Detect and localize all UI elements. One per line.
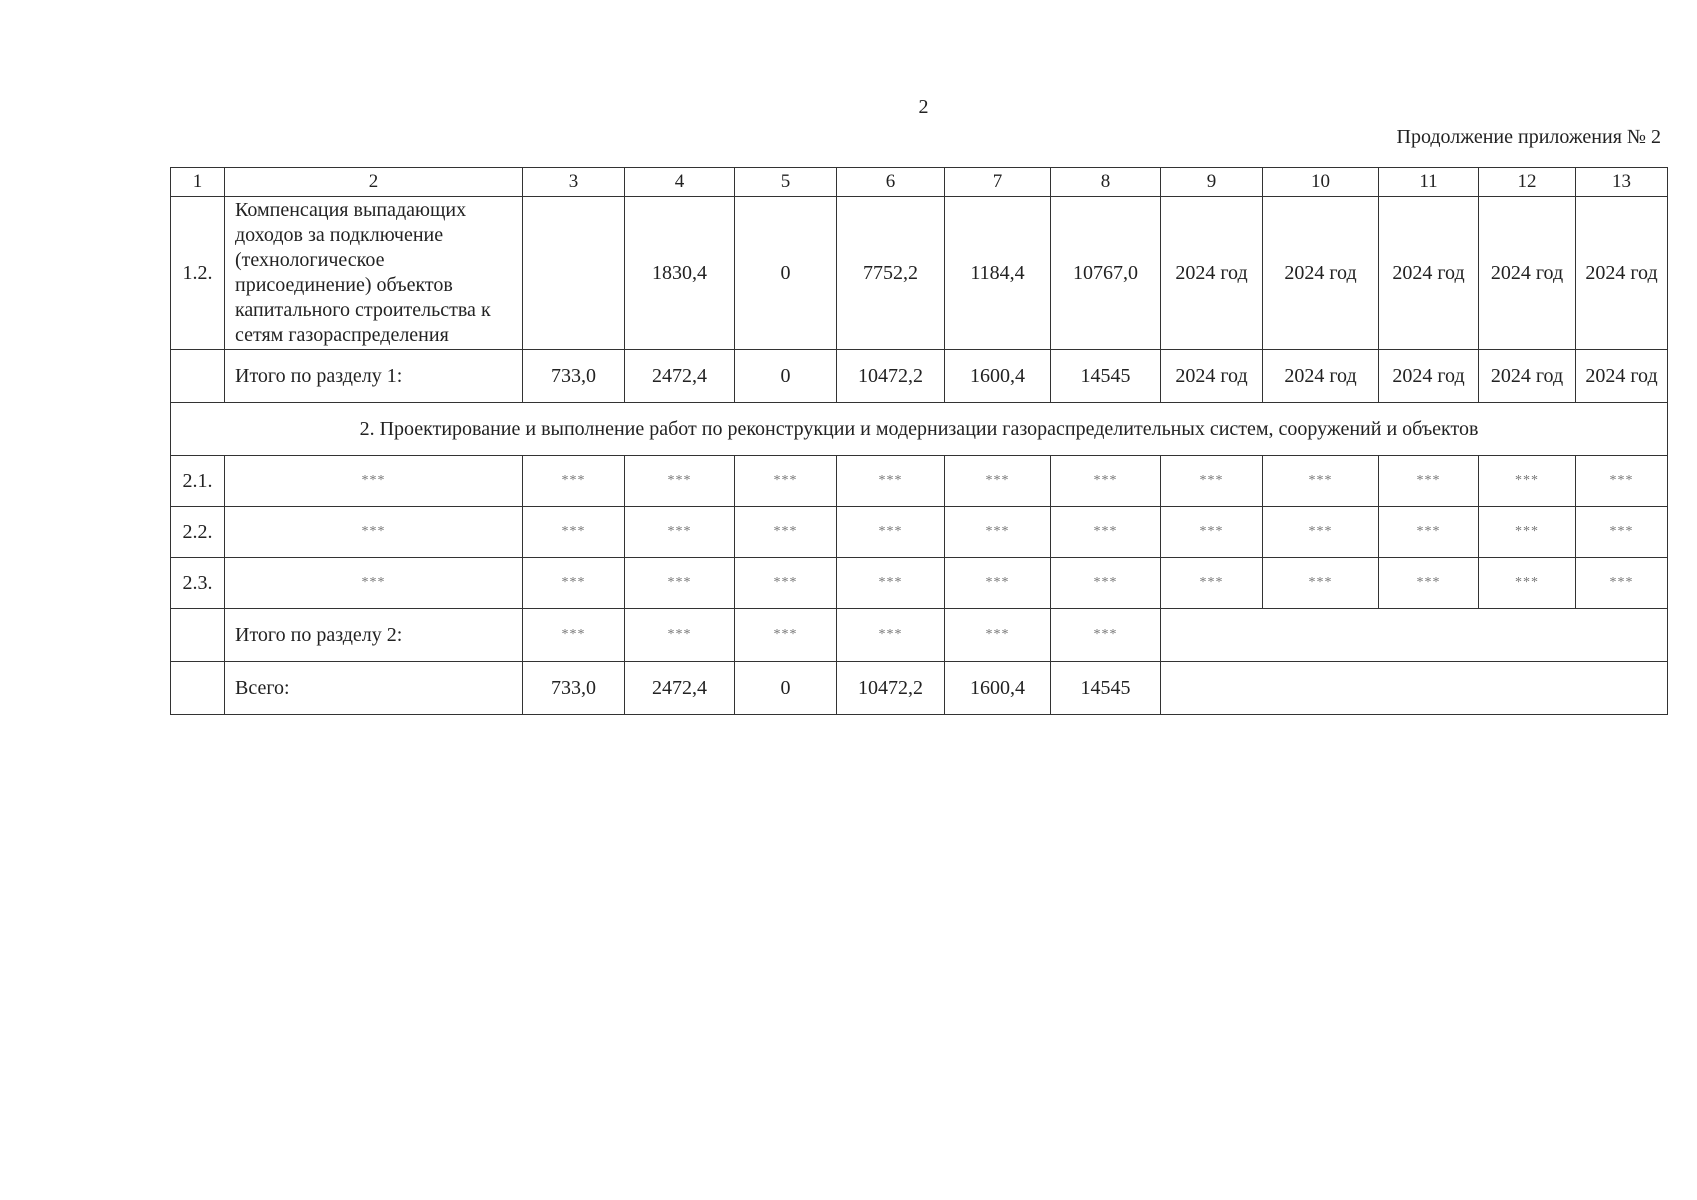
empty-cell xyxy=(1161,609,1668,662)
row-number: 2.3. xyxy=(171,558,225,609)
table-cell: 733,0 xyxy=(523,662,625,715)
table-cell: 14545 xyxy=(1051,662,1161,715)
table-cell: *** xyxy=(1161,507,1263,558)
table-cell: *** xyxy=(1479,558,1576,609)
table-cell: 1600,4 xyxy=(945,350,1051,403)
table-cell: 2472,4 xyxy=(625,350,735,403)
table-cell: *** xyxy=(735,558,837,609)
grand-total-row xyxy=(171,662,1668,715)
column-header: 1 xyxy=(171,168,225,197)
table-cell: 0 xyxy=(735,197,837,350)
table-cell: 10472,2 xyxy=(837,350,945,403)
table-cell: *** xyxy=(625,558,735,609)
column-header: 2 xyxy=(225,168,523,197)
table-row xyxy=(171,507,1668,558)
row-number xyxy=(171,609,225,662)
section-2-total-row xyxy=(171,609,1668,662)
column-header: 11 xyxy=(1379,168,1479,197)
table-cell: *** xyxy=(1161,558,1263,609)
table-cell: *** xyxy=(837,507,945,558)
table-cell: 14545 xyxy=(1051,350,1161,403)
table-cell: *** xyxy=(225,456,523,507)
column-header: 6 xyxy=(837,168,945,197)
table-cell: 733,0 xyxy=(523,350,625,403)
appendix-continuation-label: Продолжение приложения № 2 xyxy=(1396,126,1661,148)
table-cell: *** xyxy=(1051,558,1161,609)
table-cell: *** xyxy=(1051,609,1161,662)
column-header: 12 xyxy=(1479,168,1576,197)
table-cell: 2024 год xyxy=(1379,197,1479,350)
table-cell: *** xyxy=(945,456,1051,507)
table-cell: *** xyxy=(1576,558,1668,609)
table-cell xyxy=(523,197,625,350)
row-number xyxy=(171,662,225,715)
column-header: 9 xyxy=(1161,168,1263,197)
row-name: Итого по разделу 2: xyxy=(225,609,523,662)
table-cell: *** xyxy=(945,558,1051,609)
table-cell: 2024 год xyxy=(1263,197,1379,350)
table-cell: 1184,4 xyxy=(945,197,1051,350)
table-cell: *** xyxy=(625,609,735,662)
table-cell: 2024 год xyxy=(1576,197,1668,350)
table-cell: *** xyxy=(1379,456,1479,507)
table-row xyxy=(171,558,1668,609)
table-cell: *** xyxy=(1479,456,1576,507)
table-cell: 1830,4 xyxy=(625,197,735,350)
table-cell: *** xyxy=(1576,456,1668,507)
table-cell: *** xyxy=(523,507,625,558)
table-cell: *** xyxy=(837,456,945,507)
row-number: 1.2. xyxy=(171,197,225,350)
table-cell: 2024 год xyxy=(1161,197,1263,350)
row-number: 2.2. xyxy=(171,507,225,558)
empty-cell xyxy=(1161,662,1668,715)
row-number xyxy=(171,350,225,403)
table-cell: *** xyxy=(735,456,837,507)
table-cell: *** xyxy=(625,456,735,507)
table-cell: 10472,2 xyxy=(837,662,945,715)
table-cell: 2024 год xyxy=(1479,350,1576,403)
table-cell: *** xyxy=(1576,507,1668,558)
table-cell: *** xyxy=(523,609,625,662)
table-cell: 7752,2 xyxy=(837,197,945,350)
row-number: 2.1. xyxy=(171,456,225,507)
table-cell: *** xyxy=(1263,507,1379,558)
table-row xyxy=(171,456,1668,507)
table-cell: 0 xyxy=(735,350,837,403)
column-header: 3 xyxy=(523,168,625,197)
table-cell: *** xyxy=(1161,456,1263,507)
table-cell: 2024 год xyxy=(1479,197,1576,350)
table-cell: *** xyxy=(225,558,523,609)
section-title: 2. Проектирование и выполнение работ по реконструкции и модернизации газораспределительных систем, сооружений и объектов xyxy=(171,403,1668,456)
column-header: 7 xyxy=(945,168,1051,197)
row-name: Итого по разделу 1: xyxy=(225,350,523,403)
table-cell: *** xyxy=(523,456,625,507)
column-header: 4 xyxy=(625,168,735,197)
table-cell: 2024 год xyxy=(1161,350,1263,403)
row-name: Всего: xyxy=(225,662,523,715)
table-cell: 10767,0 xyxy=(1051,197,1161,350)
column-header: 8 xyxy=(1051,168,1161,197)
table-cell: *** xyxy=(1263,456,1379,507)
appendix-table xyxy=(170,167,1668,715)
table-cell: *** xyxy=(1051,456,1161,507)
column-header: 13 xyxy=(1576,168,1668,197)
column-number-header-row xyxy=(171,168,1668,197)
table-cell: *** xyxy=(735,609,837,662)
table-cell: 2024 год xyxy=(1576,350,1668,403)
column-header: 5 xyxy=(735,168,837,197)
table-cell: 1600,4 xyxy=(945,662,1051,715)
table-cell: *** xyxy=(1379,507,1479,558)
table-cell: *** xyxy=(225,507,523,558)
table-cell: 2024 год xyxy=(1379,350,1479,403)
table-cell: *** xyxy=(837,558,945,609)
table-cell: *** xyxy=(945,609,1051,662)
table-cell: 2024 год xyxy=(1263,350,1379,403)
table-cell: *** xyxy=(1263,558,1379,609)
table-cell: *** xyxy=(1479,507,1576,558)
section-2-heading-row xyxy=(171,403,1668,456)
page-number: 2 xyxy=(918,96,929,118)
table-cell: *** xyxy=(625,507,735,558)
table-cell: 0 xyxy=(735,662,837,715)
section-1-total-row xyxy=(171,350,1668,403)
table-cell: *** xyxy=(1051,507,1161,558)
row-name: Компенсация выпадающих доходов за подключение (технологическое присоединение) объектов капитального строительства к сетям газораспределения xyxy=(225,197,523,350)
table-row xyxy=(171,197,1668,350)
column-header: 10 xyxy=(1263,168,1379,197)
table-cell: 2472,4 xyxy=(625,662,735,715)
table-cell: *** xyxy=(735,507,837,558)
table-cell: *** xyxy=(523,558,625,609)
table-cell: *** xyxy=(945,507,1051,558)
table-cell: *** xyxy=(837,609,945,662)
table-cell: *** xyxy=(1379,558,1479,609)
